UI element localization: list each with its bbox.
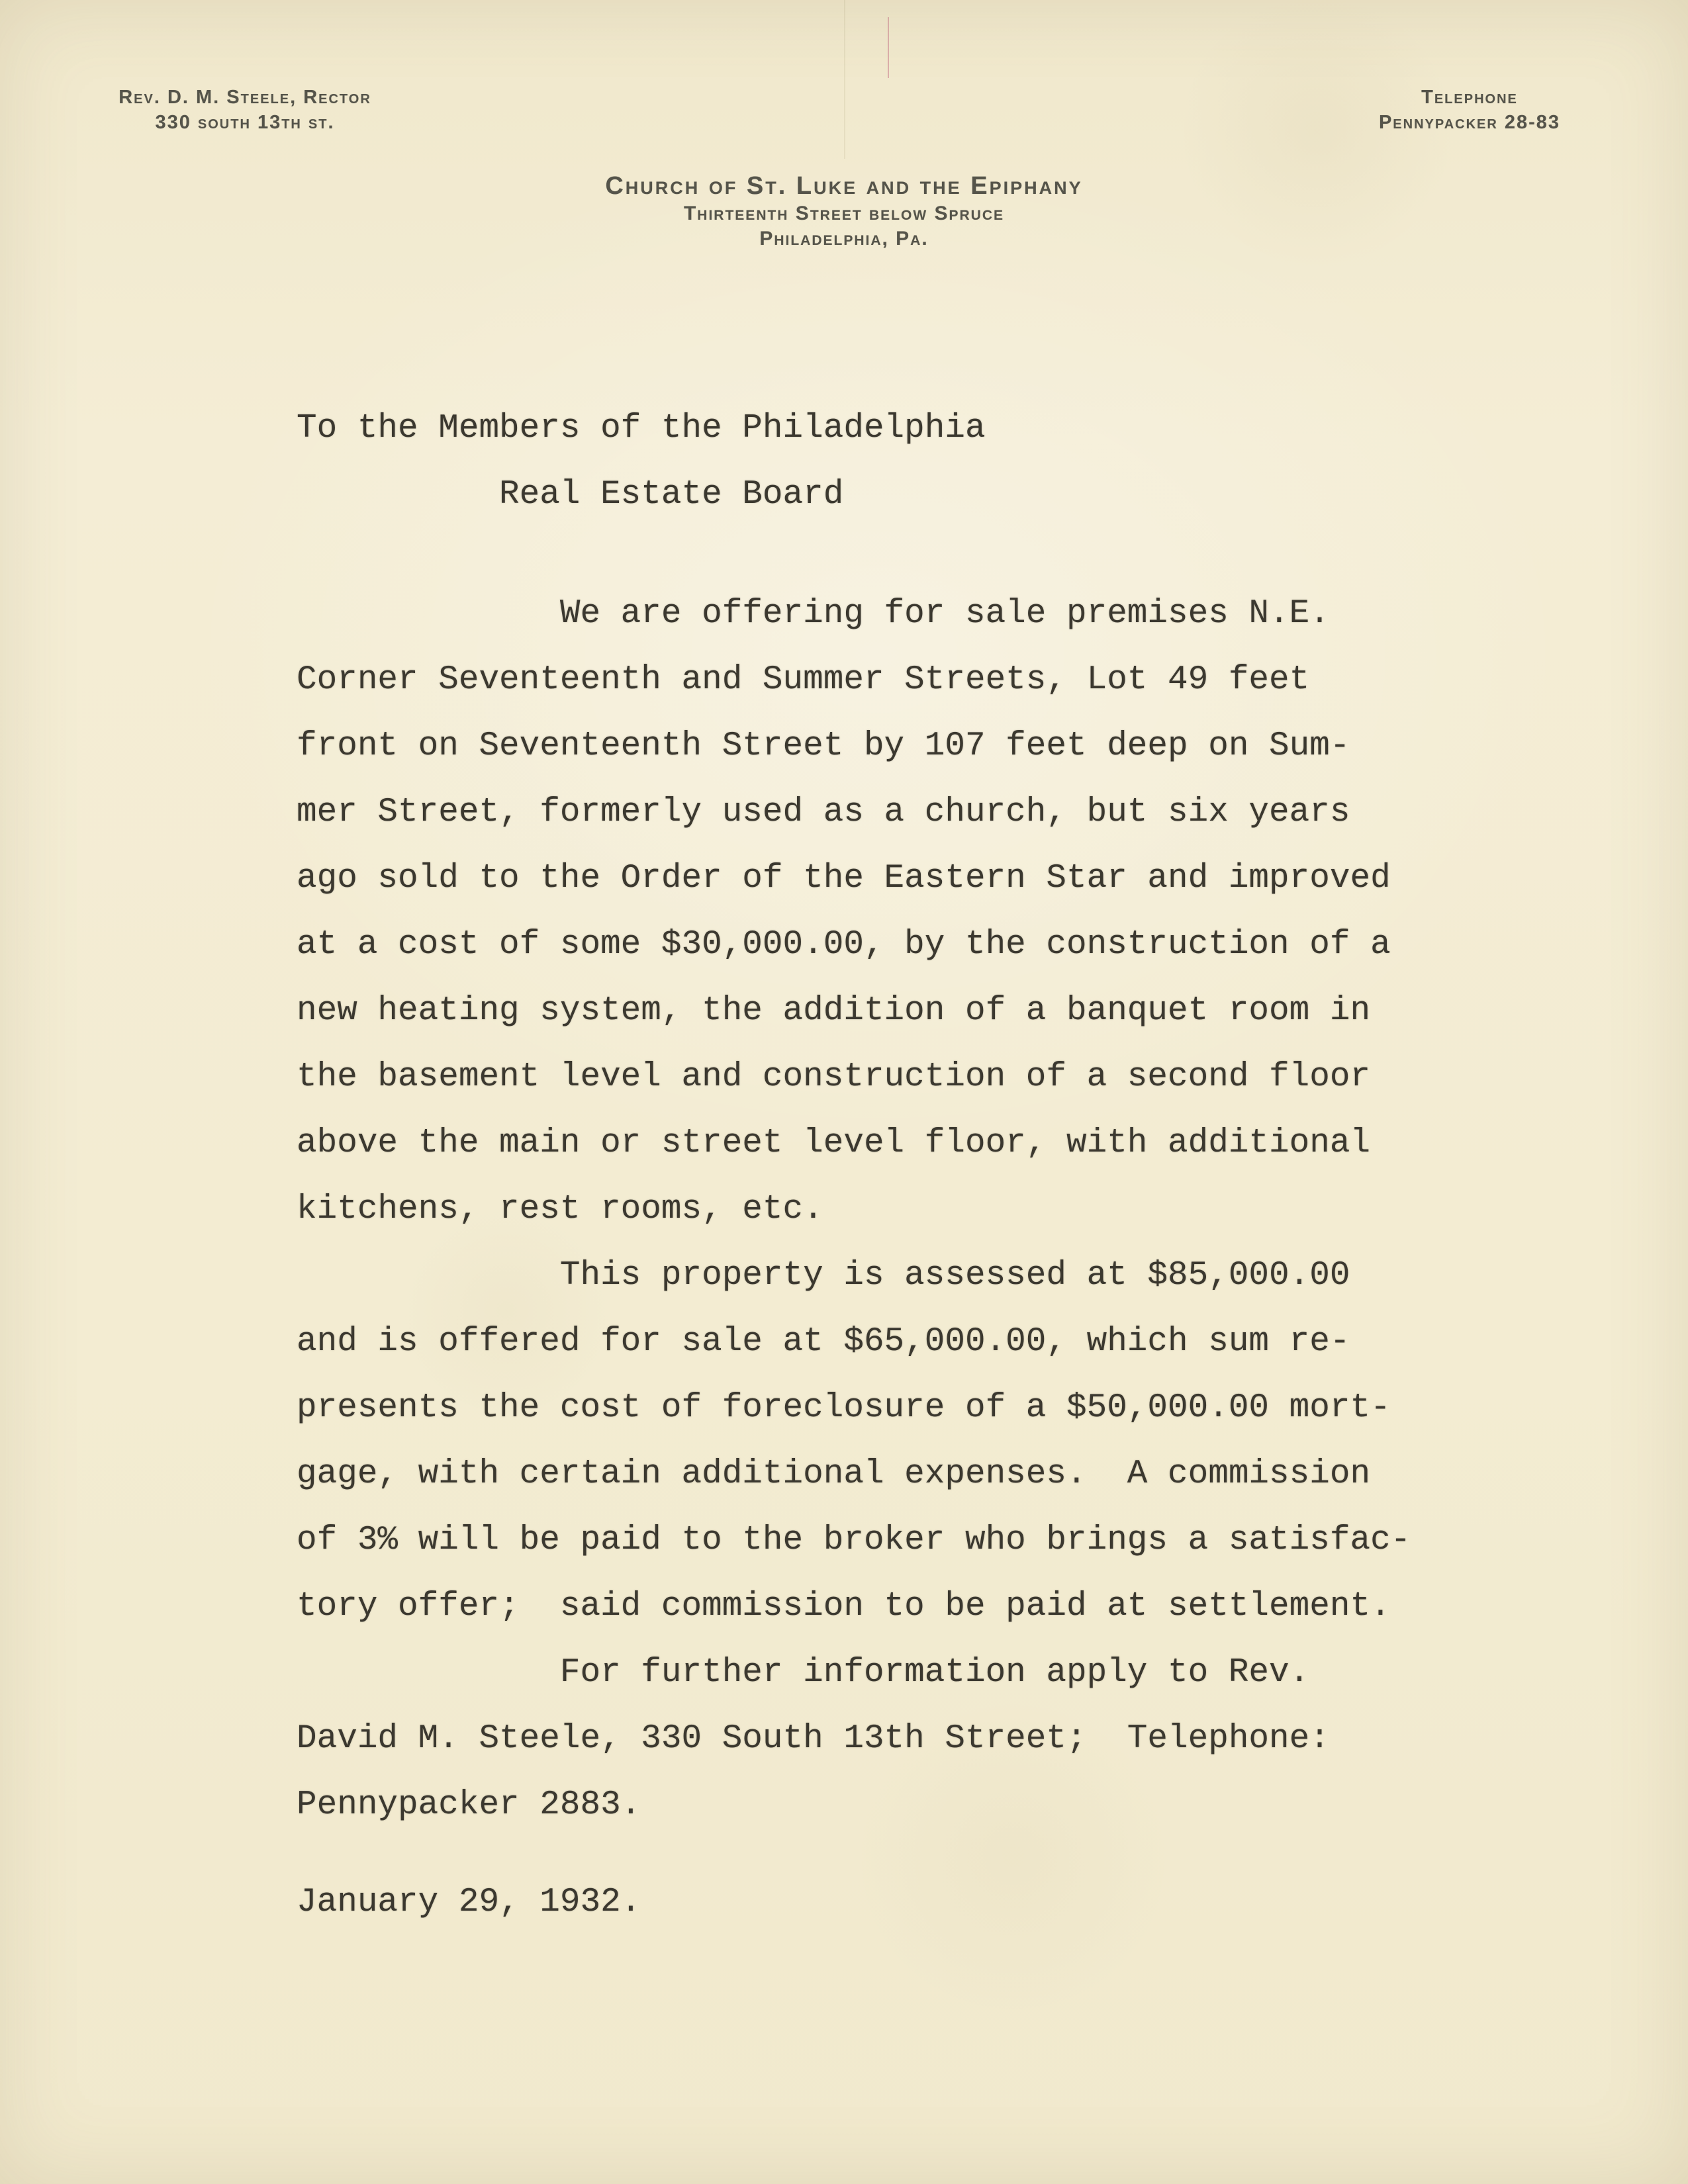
telephone-label: Telephone — [1421, 87, 1518, 108]
salutation-line: To the Members of the Philadelphia — [297, 410, 986, 447]
letter-line: above the main or street level floor, with additional — [297, 1124, 1371, 1162]
rector-name: Rev. D. M. Steele, Rector — [118, 87, 371, 108]
letter-line: new heating system, the addition of a banquet room in — [297, 992, 1371, 1030]
letter-line: For further information apply to Rev. — [297, 1654, 1310, 1692]
salutation-block — [297, 396, 986, 528]
letter-line: Corner Seventeenth and Summer Streets, Lot 49 feet — [297, 661, 1310, 699]
telephone-number: Pennypacker 28-83 — [1378, 112, 1561, 133]
rector-address: 330 south 13th st. — [155, 112, 335, 133]
church-name: Church of St. Luke and the Epiphany — [605, 172, 1083, 200]
salutation-line: Real Estate Board — [297, 476, 844, 514]
letter-line: front on Seventeenth Street by 107 feet deep on Sum- — [297, 727, 1350, 765]
letter-line: and is offered for sale at $65,000.00, which sum re- — [297, 1323, 1350, 1361]
church-street: Thirteenth Street below Spruce — [683, 203, 1004, 224]
letter-line: tory offer; said commission to be paid at settlement. — [297, 1588, 1391, 1625]
letter-date: January 29, 1932. — [297, 1884, 641, 1921]
paper-crease — [844, 0, 845, 159]
letter-line: mer Street, formerly used as a church, but six years — [297, 794, 1350, 831]
letter-body — [297, 581, 1411, 1839]
letter-line: the basement level and construction of a second floor — [297, 1058, 1371, 1096]
letter-line: gage, with certain additional expenses. A commission — [297, 1455, 1371, 1493]
letter-line: Pennypacker 2883. — [297, 1786, 641, 1824]
letter-line: This property is assessed at $85,000.00 — [297, 1257, 1350, 1295]
date-block — [297, 1870, 641, 1936]
letterhead-rector-block — [86, 85, 404, 135]
letter-line: kitchens, rest rooms, etc. — [297, 1191, 823, 1228]
letterhead-church-block — [0, 171, 1688, 251]
letterhead-telephone-block — [1331, 85, 1609, 135]
letter-line: We are offering for sale premises N.E. — [297, 595, 1330, 633]
church-city: Philadelphia, Pa. — [759, 228, 929, 250]
fold-mark — [888, 17, 889, 78]
letter-line: David M. Steele, 330 South 13th Street; Telephone: — [297, 1720, 1330, 1758]
letter-line: at a cost of some $30,000.00, by the construction of a — [297, 926, 1391, 964]
letter-line: of 3% will be paid to the broker who brings a satisfac- — [297, 1522, 1411, 1559]
letter-line: ago sold to the Order of the Eastern Star and improved — [297, 860, 1391, 897]
letter-line: presents the cost of foreclosure of a $50,000.00 mort- — [297, 1389, 1391, 1427]
